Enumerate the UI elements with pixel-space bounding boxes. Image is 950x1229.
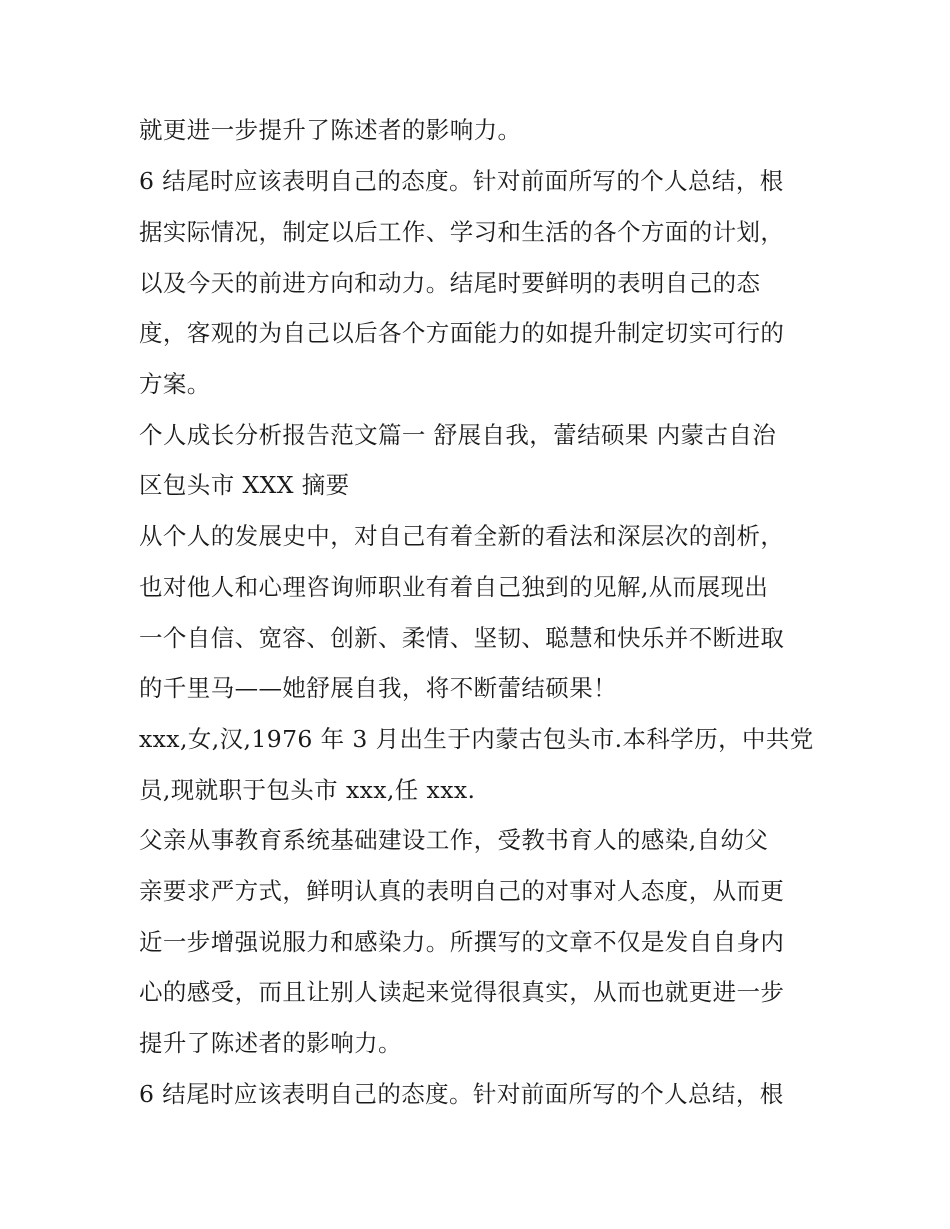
text-line: 以及今天的前进方向和动力。结尾时要鲜明的表明自己的态 xyxy=(139,269,761,297)
text-line: 也对他人和心理咨询师职业有着自己独到的见解,从而展现出 xyxy=(139,573,769,601)
text-line: 度，客观的为自己以后各个方面能力的如提升制定切实可行的 xyxy=(139,319,785,347)
text-line: 据实际情况，制定以后工作、学习和生活的各个方面的计划， xyxy=(139,218,785,246)
text-line: 亲要求严方式，鲜明认真的表明自己的对事对人态度，从而更 xyxy=(139,877,785,905)
text-line: 父亲从事教育系统基础建设工作，受教书育人的感染,自幼父 xyxy=(139,826,769,854)
text-line: 提升了陈述者的影响力。 xyxy=(139,1029,402,1057)
text-line: 员,现就职于包头市 xxx,任 xxx. xyxy=(139,776,476,804)
text-line: 就更进一步提升了陈述者的影响力。 xyxy=(139,116,522,144)
text-line: 区包头市 XXX 摘要 xyxy=(139,471,350,499)
text-line: 6 结尾时应该表明自己的态度。针对前面所写的个人总结，根 xyxy=(139,1080,784,1108)
text-line: 心的感受，而且让别人读起来觉得很真实，从而也就更进一步 xyxy=(139,978,785,1006)
text-line: 6 结尾时应该表明自己的态度。针对前面所写的个人总结，根 xyxy=(139,167,784,195)
text-line: 个人成长分析报告范文篇一 舒展自我，蕾结硕果 内蒙古自治 xyxy=(139,421,777,449)
text-line: 方案。 xyxy=(139,370,211,398)
text-line: 一个自信、宽容、创新、柔情、坚韧、聪慧和快乐并不断进取 xyxy=(139,624,785,652)
text-line: 从个人的发展史中，对自己有着全新的看法和深层次的剖析， xyxy=(139,522,785,550)
text-line: 近一步增强说服力和感染力。所撰写的文章不仅是发自自身内 xyxy=(139,928,785,956)
text-line: xxx,女,汉,1976 年 3 月出生于内蒙古包头市.本科学历，中共党 xyxy=(139,725,814,753)
text-line: 的千里马——她舒展自我，将不断蕾结硕果！ xyxy=(139,674,617,702)
